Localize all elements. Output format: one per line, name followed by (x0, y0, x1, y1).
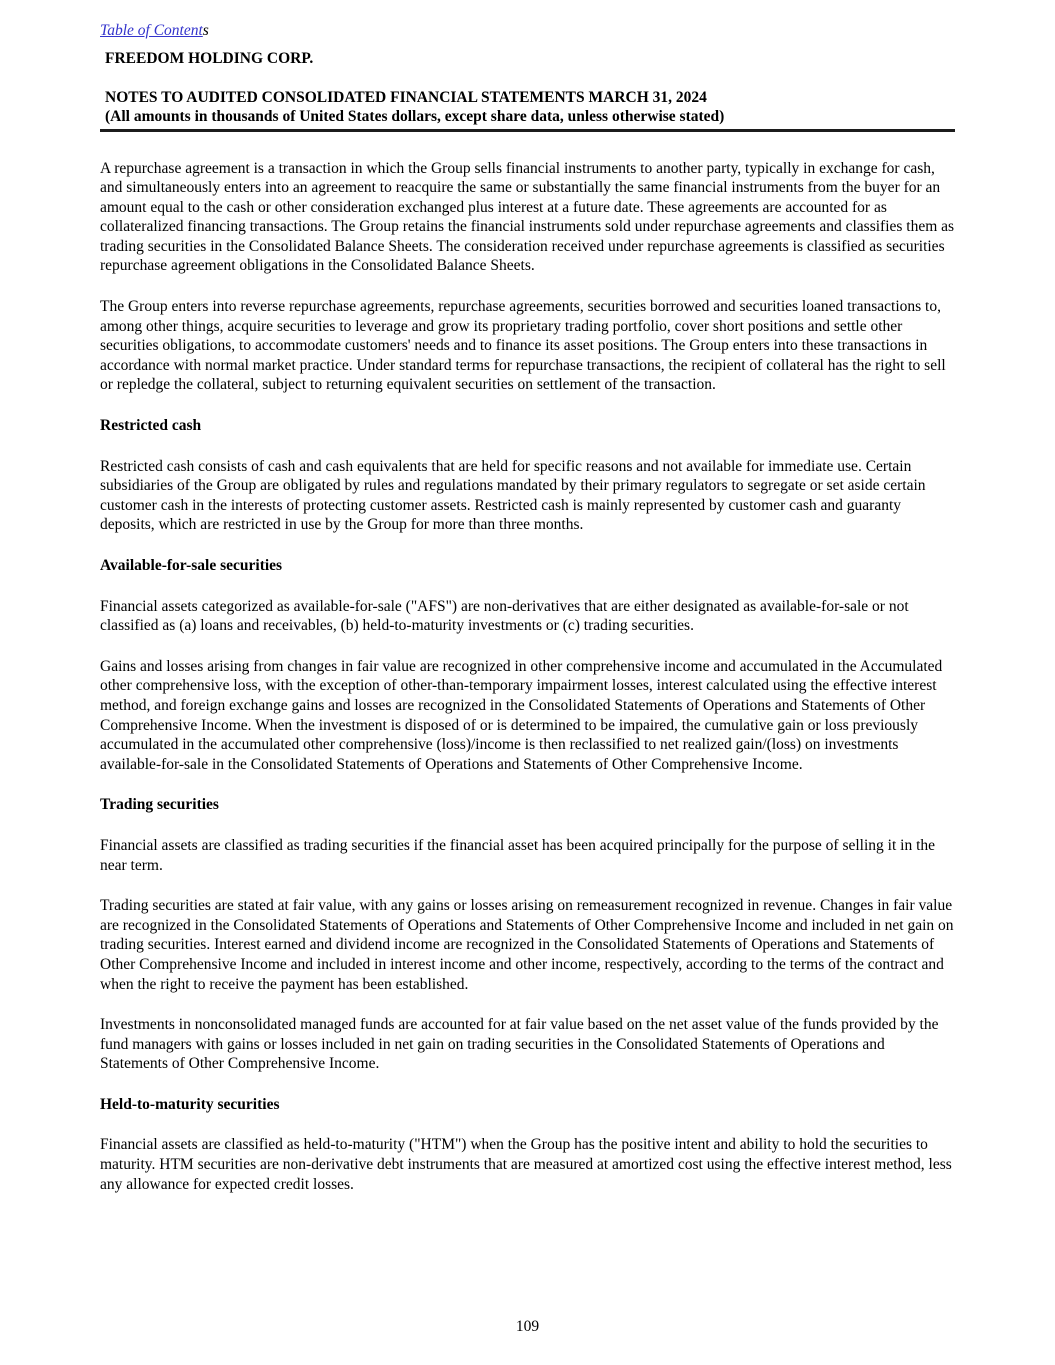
document-title-line2: (All amounts in thousands of United States dollars, except share data, unless otherwise stated) (105, 108, 725, 125)
paragraph-reverse-repurchase: The Group enters into reverse repurchase agreements, repurchase agreements, securities borrowed and securities loaned transactions to, among other things, acquire securities to leverage and grow its proprietary trading portfolio, cover short positions and settle other securities obligations, to accommodate customers' needs and to finance its asset positions. The Group enters into these transactions in accordance with normal market practice. Under standard terms for repurchase transactions, the recipient of collateral has the right to sell or repledge the collateral, subject to returning equivalent securities on settlement of the transaction. (100, 298, 946, 394)
table-of-contents-link[interactable]: Table of Content (100, 22, 203, 39)
heading-restricted-cash: Restricted cash (100, 417, 202, 435)
paragraph-afs-gains-losses: Gains and losses arising from changes in fair value are recognized in other comprehensive income and accumulated in the Accumulated other comprehensive loss, with the exception of other-than-temporary impairment losses, interest calculated using the effective interest method, and foreign exchange gains and losses are recognized in the Consolidated Statements of Operations and Statements of Other Comprehensive Income. When the investment is disposed of or is determined to be impaired, the cumulative gain or loss previously accumulated in the accumulated other comprehensive (loss)/income is then reclassified to net realized gain/(loss) on investments available-for-sale in the Consolidated Statements of Operations and Statements of Other Comprehensive Income. (100, 657, 943, 773)
document-title-block (100, 88, 955, 132)
paragraph-trading-definition: Financial assets are classified as trading securities if the financial asset has been acquired principally for the purpose of selling it in the near term. (100, 836, 936, 874)
heading-available-for-sale-securities: Available-for-sale securities (100, 557, 283, 574)
paragraph-managed-funds: Investments in nonconsolidated managed funds are accounted for at fair value based on the net asset value of the funds provided by the fund managers with gains or losses included in net gain on trading securities in the Consolidated Statements of Operations and Statements of Other Comprehensive Income. (100, 1016, 939, 1073)
toc-link-tail: s (202, 22, 209, 39)
heading-trading-securities: Trading securities (100, 796, 219, 814)
document-title-line1: NOTES TO AUDITED CONSOLIDATED FINANCIAL STATEMENTS MARCH 31, 2024 (105, 88, 707, 106)
paragraph-repurchase-agreement: A repurchase agreement is a transaction in which the Group sells financial instruments to another party, typically in exchange for cash, and simultaneously enters into an agreement to reacquire the same or substantially the same financial instruments from the buyer for an amount equal to the cash or other consideration exchanged plus interest at a future date. These agreements are accounted for as collateralized financing transactions. The Group retains the financial instruments sold under repurchase agreements and classifies them as trading securities in the Consolidated Balance Sheets. The consideration received under repurchase agreements is classified as securities repurchase agreement obligations in the Consolidated Balance Sheets. (100, 159, 955, 275)
heading-held-to-maturity-securities: Held-to-maturity securities (100, 1095, 280, 1113)
paragraph-trading-fair-value: Trading securities are stated at fair value, with any gains or losses arising on remeasurement recognized in revenue. Changes in fair value are recognized in the Consolidated Statements of Operations and Statements of Other Comprehensive Income and included in net gain on trading securities. Interest earned and dividend income are recognized in the Consolidated Statements of Operations and Statements of Other Comprehensive Income and included in interest income and other income, respectively, according to the terms of the contract and when the right to receive the payment has been established. (100, 897, 954, 993)
toc-line (100, 21, 955, 40)
paragraph-htm-definition: Financial assets are classified as held-to-maturity ("HTM") when the Group has the positive intent and ability to hold the securities to maturity. HTM securities are non-derivative debt instruments that are measured at amortized cost using the effective interest method, less any allowance for expected credit losses. (100, 1136, 952, 1193)
document-body (100, 159, 955, 1195)
page-number: 109 (515, 1318, 540, 1335)
paragraph-restricted-cash: Restricted cash consists of cash and cash equivalents that are held for specific reasons and not available for immediate use. Certain subsidiaries of the Group are obligated by rules and regulations mandated by their primary regulators to segregate or set aside certain customer cash in the interests of protecting customer assets. Restricted cash is mainly represented by customer cash and guaranty deposits, which are restricted in use by the Group for more than three months. (100, 457, 926, 534)
company-name: FREEDOM HOLDING CORP. (105, 50, 314, 67)
paragraph-afs-definition: Financial assets categorized as available-for-sale ("AFS") are non-derivatives that are either designated as available-for-sale or not classified as (a) loans and receivables, (b) held-to-maturity investments or (c) trading securities. (100, 597, 909, 635)
